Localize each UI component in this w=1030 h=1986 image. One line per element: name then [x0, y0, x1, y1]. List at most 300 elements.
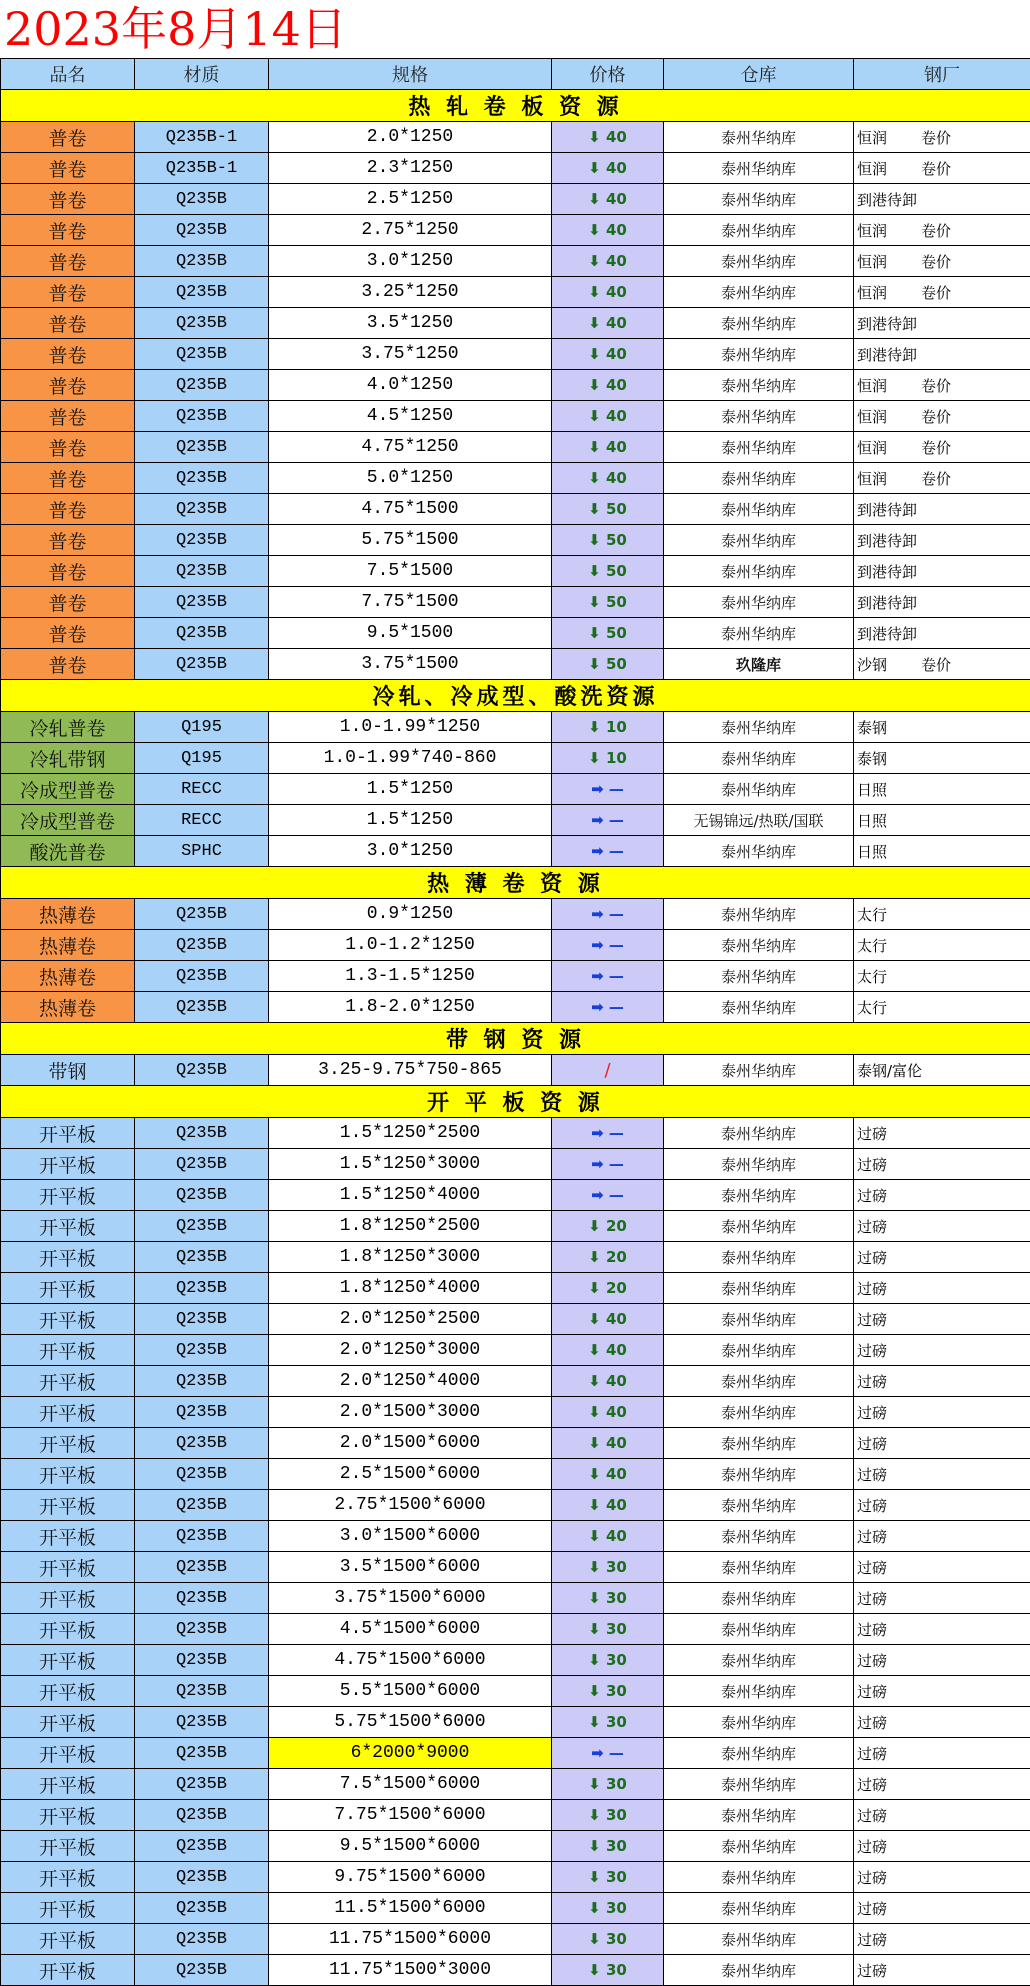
mill-cell	[854, 587, 1030, 618]
mill-cell	[854, 1769, 1030, 1800]
down-arrow-icon: ⬇	[588, 345, 606, 363]
spec-cell: 9.5*1500*6000	[269, 1831, 552, 1862]
product-name-cell: 普卷	[1, 184, 135, 215]
down-arrow-icon: ⬇	[588, 469, 606, 487]
price-cell	[552, 618, 664, 649]
price-value: 40	[606, 283, 627, 301]
product-name-cell: 普卷	[1, 215, 135, 246]
mill-name: 到港待卸	[857, 563, 917, 581]
down-arrow-icon: ⬇	[588, 1682, 606, 1700]
table-row	[1, 992, 1030, 1023]
table-row	[1, 1521, 1030, 1552]
price-value: 40	[606, 128, 627, 146]
material-cell: Q235B	[135, 277, 269, 308]
mill-cell	[854, 1583, 1030, 1614]
down-arrow-icon: ⬇	[588, 1589, 606, 1607]
product-name-cell: 开平板	[1, 1397, 135, 1428]
price-cell	[552, 1707, 664, 1738]
down-arrow-icon: ⬇	[588, 655, 606, 673]
spec-cell: 3.25*1250	[269, 277, 552, 308]
header-mill: 钢厂	[854, 59, 1030, 90]
warehouse-cell: 泰州华纳库	[664, 246, 854, 277]
spec-cell: 11.5*1500*6000	[269, 1893, 552, 1924]
table-row	[1, 1273, 1030, 1304]
warehouse-cell: 泰州华纳库	[664, 1738, 854, 1769]
price-cell	[552, 1428, 664, 1459]
price-change	[591, 811, 624, 829]
spec-cell: 1.8-2.0*1250	[269, 992, 552, 1023]
spec-cell: 1.5*1250*2500	[269, 1118, 552, 1149]
price-value: 40	[606, 469, 627, 487]
warehouse-cell: 玖隆库	[664, 649, 854, 680]
price-change	[591, 1744, 624, 1762]
table-row	[1, 805, 1030, 836]
mill-cell	[854, 1304, 1030, 1335]
down-arrow-icon: ⬇	[588, 624, 606, 642]
material-cell: Q235B	[135, 1211, 269, 1242]
right-arrow-icon: ➡	[591, 842, 609, 860]
warehouse-cell: 泰州华纳库	[664, 899, 854, 930]
down-arrow-icon: ⬇	[588, 1527, 606, 1545]
price-value: 20	[606, 1217, 627, 1235]
product-name-cell: 开平板	[1, 1583, 135, 1614]
spec-cell: 4.75*1500*6000	[269, 1645, 552, 1676]
warehouse-cell: 无锡锦远/热联/国联	[664, 805, 854, 836]
material-cell: Q235B	[135, 1707, 269, 1738]
product-name-cell: 普卷	[1, 494, 135, 525]
mill-name: 过磅	[857, 1404, 887, 1422]
material-cell: Q235B	[135, 1676, 269, 1707]
spec-cell: 3.0*1250	[269, 246, 552, 277]
spec-cell: 1.0-1.99*740-860	[269, 743, 552, 774]
price-cell	[552, 432, 664, 463]
price-value: 40	[606, 159, 627, 177]
mill-name: 过磅	[857, 1187, 887, 1205]
price-cell	[552, 525, 664, 556]
mill-cell	[854, 1862, 1030, 1893]
table-row	[1, 1366, 1030, 1397]
table-row	[1, 339, 1030, 370]
mill-cell	[854, 1738, 1030, 1769]
table-row	[1, 930, 1030, 961]
price-change	[588, 1279, 627, 1297]
warehouse-cell: 泰州华纳库	[664, 961, 854, 992]
mill-name: 过磅	[857, 1249, 887, 1267]
mill-name: 过磅	[857, 1962, 887, 1980]
price-change	[588, 438, 627, 456]
mill-note: 卷价	[921, 408, 951, 426]
price-value: 40	[606, 1372, 627, 1390]
price-cell	[552, 1118, 664, 1149]
down-arrow-icon: ⬇	[588, 128, 606, 146]
down-arrow-icon: ⬇	[588, 1558, 606, 1576]
spec-cell: 2.0*1500*6000	[269, 1428, 552, 1459]
price-change	[588, 1651, 627, 1669]
warehouse-cell: 泰州华纳库	[664, 1459, 854, 1490]
price-change	[591, 905, 624, 923]
mill-cell	[854, 432, 1030, 463]
spec-cell: 1.8*1250*3000	[269, 1242, 552, 1273]
price-change	[588, 1589, 627, 1607]
price-value: 30	[606, 1930, 627, 1948]
mill-name: 过磅	[857, 1590, 887, 1608]
spec-cell: 7.75*1500	[269, 587, 552, 618]
price-cell	[552, 401, 664, 432]
price-cell	[552, 556, 664, 587]
price-value: —	[609, 842, 624, 860]
mill-name: 到港待卸	[857, 346, 917, 364]
product-name-cell: 酸洗普卷	[1, 836, 135, 867]
table-row	[1, 1149, 1030, 1180]
product-name-cell: 普卷	[1, 308, 135, 339]
material-cell: Q195	[135, 712, 269, 743]
warehouse-cell: 泰州华纳库	[664, 1180, 854, 1211]
warehouse-cell: 泰州华纳库	[664, 494, 854, 525]
warehouse-cell: 泰州华纳库	[664, 1149, 854, 1180]
product-name-cell: 冷成型普卷	[1, 774, 135, 805]
table-row	[1, 712, 1030, 743]
price-value: 10	[606, 718, 627, 736]
mill-name: 恒润	[857, 375, 921, 396]
table-row	[1, 556, 1030, 587]
product-name-cell: 普卷	[1, 649, 135, 680]
price-cell	[552, 308, 664, 339]
material-cell: Q235B	[135, 1552, 269, 1583]
section-title: 开 平 板 资 源	[1, 1086, 1030, 1118]
warehouse-cell: 泰州华纳库	[664, 1273, 854, 1304]
price-change	[591, 780, 624, 798]
spec-cell: 5.75*1500	[269, 525, 552, 556]
price-cell	[552, 836, 664, 867]
section-title: 冷轧、冷成型、酸洗资源	[1, 680, 1030, 712]
spec-cell: 1.0-1.2*1250	[269, 930, 552, 961]
table-row	[1, 308, 1030, 339]
price-value: —	[609, 1744, 624, 1762]
section-title: 热 薄 卷 资 源	[1, 867, 1030, 899]
down-arrow-icon: ⬇	[588, 159, 606, 177]
section-header-row	[1, 1086, 1030, 1118]
product-name-cell: 冷轧普卷	[1, 712, 135, 743]
down-arrow-icon: ⬇	[588, 1434, 606, 1452]
price-value: 50	[606, 593, 627, 611]
mill-name: 过磅	[857, 1807, 887, 1825]
price-cell	[552, 1273, 664, 1304]
down-arrow-icon: ⬇	[588, 1620, 606, 1638]
material-cell: Q235B	[135, 1893, 269, 1924]
mill-cell	[854, 1397, 1030, 1428]
material-cell: Q235B	[135, 1055, 269, 1086]
price-change	[588, 500, 627, 518]
table-row	[1, 1552, 1030, 1583]
price-value: 50	[606, 655, 627, 673]
price-value: 30	[606, 1620, 627, 1638]
product-name-cell: 开平板	[1, 1614, 135, 1645]
price-cell	[552, 1552, 664, 1583]
mill-name: 太行	[857, 937, 887, 955]
warehouse-cell: 泰州华纳库	[664, 556, 854, 587]
warehouse-cell: 泰州华纳库	[664, 1055, 854, 1086]
warehouse-cell: 泰州华纳库	[664, 339, 854, 370]
down-arrow-icon: ⬇	[588, 1651, 606, 1669]
mill-name: 到港待卸	[857, 315, 917, 333]
warehouse-cell: 泰州华纳库	[664, 525, 854, 556]
down-arrow-icon: ⬇	[588, 1403, 606, 1421]
warehouse-cell: 泰州华纳库	[664, 1242, 854, 1273]
down-arrow-icon: ⬇	[588, 1279, 606, 1297]
mill-name: 过磅	[857, 1156, 887, 1174]
price-cell	[552, 246, 664, 277]
price-value: 40	[606, 376, 627, 394]
down-arrow-icon: ⬇	[588, 1496, 606, 1514]
spec-cell: 1.5*1250	[269, 805, 552, 836]
mill-name: 恒润	[857, 282, 921, 303]
price-change	[588, 1372, 627, 1390]
mill-note: 卷价	[921, 160, 951, 178]
mill-cell	[854, 836, 1030, 867]
warehouse-cell: 泰州华纳库	[664, 930, 854, 961]
price-cell	[552, 1955, 664, 1986]
price-change	[588, 314, 627, 332]
product-name-cell: 开平板	[1, 1707, 135, 1738]
price-cell	[552, 1862, 664, 1893]
warehouse-cell: 泰州华纳库	[664, 1862, 854, 1893]
warehouse-cell: 泰州华纳库	[664, 122, 854, 153]
mill-name: 过磅	[857, 1776, 887, 1794]
product-name-cell: 普卷	[1, 370, 135, 401]
warehouse-cell: 泰州华纳库	[664, 1676, 854, 1707]
spec-cell: 5.0*1250	[269, 463, 552, 494]
mill-cell	[854, 525, 1030, 556]
mill-cell	[854, 1645, 1030, 1676]
price-value: —	[609, 1186, 624, 1204]
table-row	[1, 618, 1030, 649]
section-header-row	[1, 867, 1030, 899]
spec-cell: 2.0*1500*3000	[269, 1397, 552, 1428]
spec-cell: 4.5*1500*6000	[269, 1614, 552, 1645]
price-value: 40	[606, 1403, 627, 1421]
table-row	[1, 1583, 1030, 1614]
table-row	[1, 432, 1030, 463]
mill-cell	[854, 1521, 1030, 1552]
price-change	[588, 407, 627, 425]
material-cell: Q235B	[135, 339, 269, 370]
price-cell	[552, 1490, 664, 1521]
section-title: 带 钢 资 源	[1, 1023, 1030, 1055]
product-name-cell: 开平板	[1, 1676, 135, 1707]
price-cell	[552, 1769, 664, 1800]
warehouse-cell: 泰州华纳库	[664, 992, 854, 1023]
table-row	[1, 1707, 1030, 1738]
price-value: 40	[606, 438, 627, 456]
material-cell: Q235B	[135, 370, 269, 401]
price-change	[588, 531, 627, 549]
price-table	[0, 58, 1030, 1986]
mill-cell	[854, 930, 1030, 961]
mill-note: 卷价	[921, 377, 951, 395]
mill-cell	[854, 712, 1030, 743]
product-name-cell: 开平板	[1, 1800, 135, 1831]
price-cell	[552, 712, 664, 743]
mill-cell	[854, 961, 1030, 992]
material-cell: Q235B	[135, 1366, 269, 1397]
product-name-cell: 开平板	[1, 1428, 135, 1459]
price-cell	[552, 1459, 664, 1490]
material-cell: Q235B	[135, 525, 269, 556]
price-cell	[552, 961, 664, 992]
mill-name: 过磅	[857, 1497, 887, 1515]
mill-name: 过磅	[857, 1218, 887, 1236]
spec-cell: 9.5*1500	[269, 618, 552, 649]
product-name-cell: 普卷	[1, 246, 135, 277]
warehouse-cell: 泰州华纳库	[664, 836, 854, 867]
mill-cell	[854, 1366, 1030, 1397]
table-row	[1, 401, 1030, 432]
price-cell	[552, 215, 664, 246]
right-arrow-icon: ➡	[591, 811, 609, 829]
material-cell: Q235B	[135, 1924, 269, 1955]
material-cell: Q235B	[135, 308, 269, 339]
spec-cell: 1.8*1250*4000	[269, 1273, 552, 1304]
price-change	[588, 1403, 627, 1421]
table-row	[1, 1459, 1030, 1490]
material-cell: Q235B	[135, 463, 269, 494]
header-spec: 规格	[269, 59, 552, 90]
price-cell	[552, 1149, 664, 1180]
mill-name: 过磅	[857, 1373, 887, 1391]
mill-cell	[854, 1459, 1030, 1490]
material-cell: Q235B-1	[135, 153, 269, 184]
price-cell	[552, 992, 664, 1023]
spec-cell: 7.5*1500*6000	[269, 1769, 552, 1800]
table-row	[1, 836, 1030, 867]
mill-cell	[854, 1211, 1030, 1242]
product-name-cell: 热薄卷	[1, 930, 135, 961]
material-cell: Q235B	[135, 1521, 269, 1552]
mill-name: 沙钢	[857, 654, 921, 675]
mill-cell	[854, 1055, 1030, 1086]
material-cell: Q235B	[135, 992, 269, 1023]
warehouse-cell: 泰州华纳库	[664, 308, 854, 339]
spec-cell: 2.0*1250*3000	[269, 1335, 552, 1366]
table-row	[1, 1955, 1030, 1986]
material-cell: Q235B	[135, 401, 269, 432]
price-change	[588, 1341, 627, 1359]
warehouse-cell: 泰州华纳库	[664, 618, 854, 649]
spec-cell: 2.5*1250	[269, 184, 552, 215]
price-cell	[552, 463, 664, 494]
price-change	[588, 252, 627, 270]
warehouse-cell: 泰州华纳库	[664, 774, 854, 805]
price-change	[588, 1527, 627, 1545]
price-change	[588, 283, 627, 301]
price-cell	[552, 277, 664, 308]
warehouse-cell: 泰州华纳库	[664, 184, 854, 215]
price-value: —	[609, 905, 624, 923]
price-cell	[552, 1645, 664, 1676]
price-value: 40	[606, 1465, 627, 1483]
product-name-cell: 热薄卷	[1, 899, 135, 930]
warehouse-cell: 泰州华纳库	[664, 1552, 854, 1583]
material-cell: Q235B	[135, 246, 269, 277]
price-change	[588, 1899, 627, 1917]
mill-cell	[854, 215, 1030, 246]
material-cell: Q235B	[135, 494, 269, 525]
product-name-cell: 热薄卷	[1, 961, 135, 992]
price-cell	[552, 1366, 664, 1397]
mill-cell	[854, 1242, 1030, 1273]
right-arrow-icon: ➡	[591, 1744, 609, 1762]
mill-cell	[854, 1428, 1030, 1459]
spec-cell: 4.5*1250	[269, 401, 552, 432]
warehouse-cell: 泰州华纳库	[664, 1769, 854, 1800]
table-row	[1, 743, 1030, 774]
product-name-cell: 开平板	[1, 1521, 135, 1552]
spec-cell: 2.75*1250	[269, 215, 552, 246]
down-arrow-icon: ⬇	[588, 1341, 606, 1359]
product-name-cell: 开平板	[1, 1273, 135, 1304]
down-arrow-icon: ⬇	[588, 438, 606, 456]
mill-name: 过磅	[857, 1280, 887, 1298]
spec-cell: 3.5*1500*6000	[269, 1552, 552, 1583]
product-name-cell: 普卷	[1, 153, 135, 184]
price-change	[588, 1775, 627, 1793]
spec-cell: 1.5*1250*4000	[269, 1180, 552, 1211]
price-change	[588, 376, 627, 394]
table-row	[1, 1211, 1030, 1242]
material-cell: Q235B	[135, 618, 269, 649]
right-arrow-icon: ➡	[591, 905, 609, 923]
page-title: 2023年8月14日	[4, 0, 347, 58]
right-arrow-icon: ➡	[591, 967, 609, 985]
product-name-cell: 开平板	[1, 1955, 135, 1986]
mill-cell	[854, 805, 1030, 836]
mill-name: 过磅	[857, 1745, 887, 1763]
material-cell: Q195	[135, 743, 269, 774]
price-cell	[552, 1583, 664, 1614]
down-arrow-icon: ⬇	[588, 562, 606, 580]
mill-name: 过磅	[857, 1559, 887, 1577]
material-cell: Q235B	[135, 556, 269, 587]
price-value: 30	[606, 1651, 627, 1669]
spec-cell: 2.0*1250	[269, 122, 552, 153]
mill-name: 恒润	[857, 158, 921, 179]
table-row	[1, 1242, 1030, 1273]
down-arrow-icon: ⬇	[588, 283, 606, 301]
warehouse-cell: 泰州华纳库	[664, 743, 854, 774]
material-cell: Q235B	[135, 1800, 269, 1831]
material-cell: Q235B	[135, 1614, 269, 1645]
mill-cell	[854, 992, 1030, 1023]
mill-cell	[854, 1831, 1030, 1862]
down-arrow-icon: ⬇	[588, 1713, 606, 1731]
mill-cell	[854, 153, 1030, 184]
product-name-cell: 开平板	[1, 1335, 135, 1366]
price-cell	[552, 370, 664, 401]
mill-note: 卷价	[921, 470, 951, 488]
warehouse-cell: 泰州华纳库	[664, 587, 854, 618]
mill-cell	[854, 1118, 1030, 1149]
material-cell: Q235B	[135, 1242, 269, 1273]
table-row	[1, 494, 1030, 525]
price-change	[588, 469, 627, 487]
down-arrow-icon: ⬇	[588, 252, 606, 270]
table-row	[1, 961, 1030, 992]
product-name-cell: 开平板	[1, 1490, 135, 1521]
right-arrow-icon: ➡	[591, 1186, 609, 1204]
price-change	[588, 1248, 627, 1266]
price-value: 30	[606, 1868, 627, 1886]
product-name-cell: 开平板	[1, 1304, 135, 1335]
